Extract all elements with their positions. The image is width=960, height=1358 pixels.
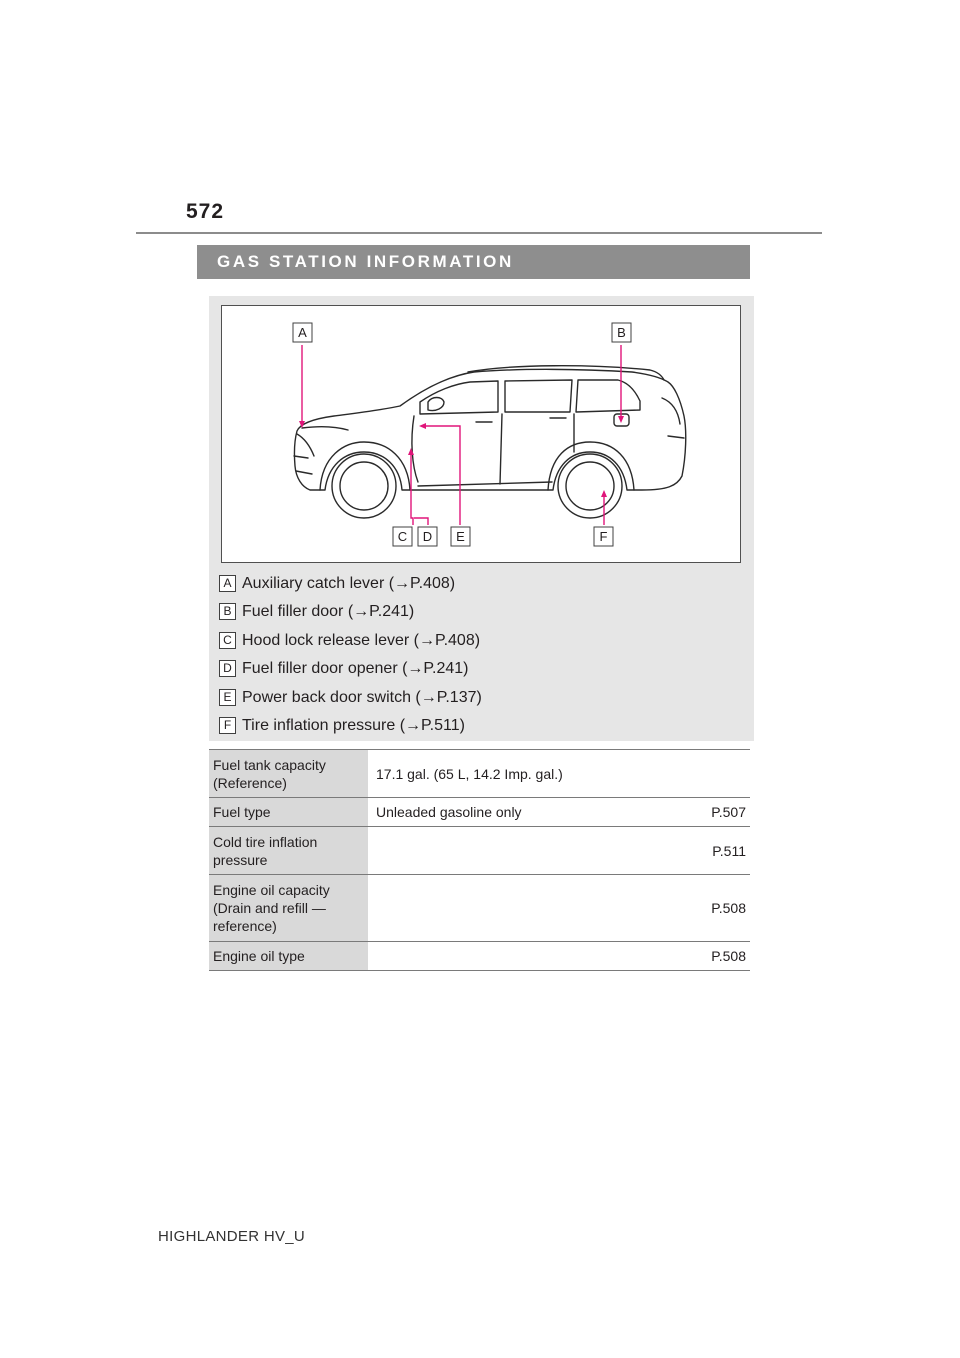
table-row bbox=[209, 942, 750, 971]
spec-label-oil-capacity: Engine oil capacity (Drain and refill — reference) bbox=[209, 875, 368, 942]
spec-value-oil-capacity bbox=[368, 875, 750, 942]
legend-text-F: Tire inflation pressure (→P.511) bbox=[242, 716, 465, 734]
spec-page-ref[interactable]: P.508 bbox=[711, 948, 746, 964]
spec-label-oil-type: Engine oil type bbox=[209, 942, 368, 971]
legend-letter-F: F bbox=[219, 717, 236, 734]
callout-C-label: C bbox=[397, 529, 408, 544]
legend-text-C: Hood lock release lever (→P.408) bbox=[242, 631, 481, 649]
top-rule bbox=[136, 232, 822, 234]
legend-text-B: Fuel filler door (→P.241) bbox=[242, 603, 415, 621]
callout-E bbox=[451, 527, 470, 546]
callout-B bbox=[612, 323, 631, 342]
spec-value-oil-type bbox=[368, 942, 750, 971]
legend-item-B bbox=[219, 598, 739, 626]
section-header: GAS STATION INFORMATION bbox=[197, 245, 750, 279]
callout-D bbox=[418, 527, 437, 546]
spec-table bbox=[209, 749, 750, 971]
legend-item-F bbox=[219, 712, 739, 740]
callout-D-label: D bbox=[422, 529, 433, 544]
vehicle-figure bbox=[221, 305, 741, 563]
spec-value-text: Unleaded gasoline only bbox=[376, 804, 522, 820]
info-panel bbox=[209, 296, 754, 741]
legend-list bbox=[219, 570, 739, 740]
table-row bbox=[209, 827, 750, 875]
spec-page-ref[interactable]: P.511 bbox=[712, 842, 746, 859]
spec-page-ref[interactable]: P.507 bbox=[711, 804, 746, 820]
legend-text-A: Auxiliary catch lever (→P.408) bbox=[242, 575, 456, 592]
spec-page-ref[interactable]: P.508 bbox=[711, 900, 746, 916]
legend-letter-E: E bbox=[219, 689, 236, 706]
spec-value-text: 17.1 gal. (65 L, 14.2 Imp. gal.) bbox=[376, 765, 563, 782]
callout-B-label: B bbox=[617, 325, 626, 340]
legend-letter-C: C bbox=[219, 632, 236, 649]
legend-item-E bbox=[219, 684, 739, 712]
callout-F-label: F bbox=[599, 529, 608, 544]
legend-text-E: Power back door switch (→P.137) bbox=[242, 688, 482, 706]
table-row bbox=[209, 875, 750, 942]
spec-label-fuel-type: Fuel type bbox=[209, 798, 368, 827]
legend-letter-B: B bbox=[219, 603, 236, 620]
legend-item-A bbox=[219, 570, 739, 598]
legend-letter-D: D bbox=[219, 660, 236, 677]
callout-C bbox=[393, 527, 412, 546]
callout-A bbox=[293, 323, 312, 342]
spec-label-fuel-tank: Fuel tank capacity (Reference) bbox=[209, 750, 368, 798]
page-number: 572 bbox=[186, 200, 225, 223]
spec-value-fuel-tank bbox=[368, 750, 750, 798]
spec-value-tire-pressure bbox=[368, 827, 750, 875]
callout-F bbox=[594, 527, 613, 546]
table-row bbox=[209, 750, 750, 798]
footer-model-name: HIGHLANDER HV_U bbox=[158, 1228, 306, 1245]
callout-E-label: E bbox=[456, 529, 465, 544]
legend-item-D bbox=[219, 655, 739, 683]
callout-A-label: A bbox=[298, 325, 307, 340]
spec-value-fuel-type bbox=[368, 798, 750, 827]
legend-item-C bbox=[219, 627, 739, 655]
vehicle-side-view-illustration bbox=[222, 306, 742, 564]
spec-label-tire-pressure: Cold tire inflation pressure bbox=[209, 827, 368, 875]
legend-letter-A: A bbox=[219, 575, 236, 592]
table-row bbox=[209, 798, 750, 827]
legend-text-D: Fuel filler door opener (→P.241) bbox=[242, 660, 469, 678]
